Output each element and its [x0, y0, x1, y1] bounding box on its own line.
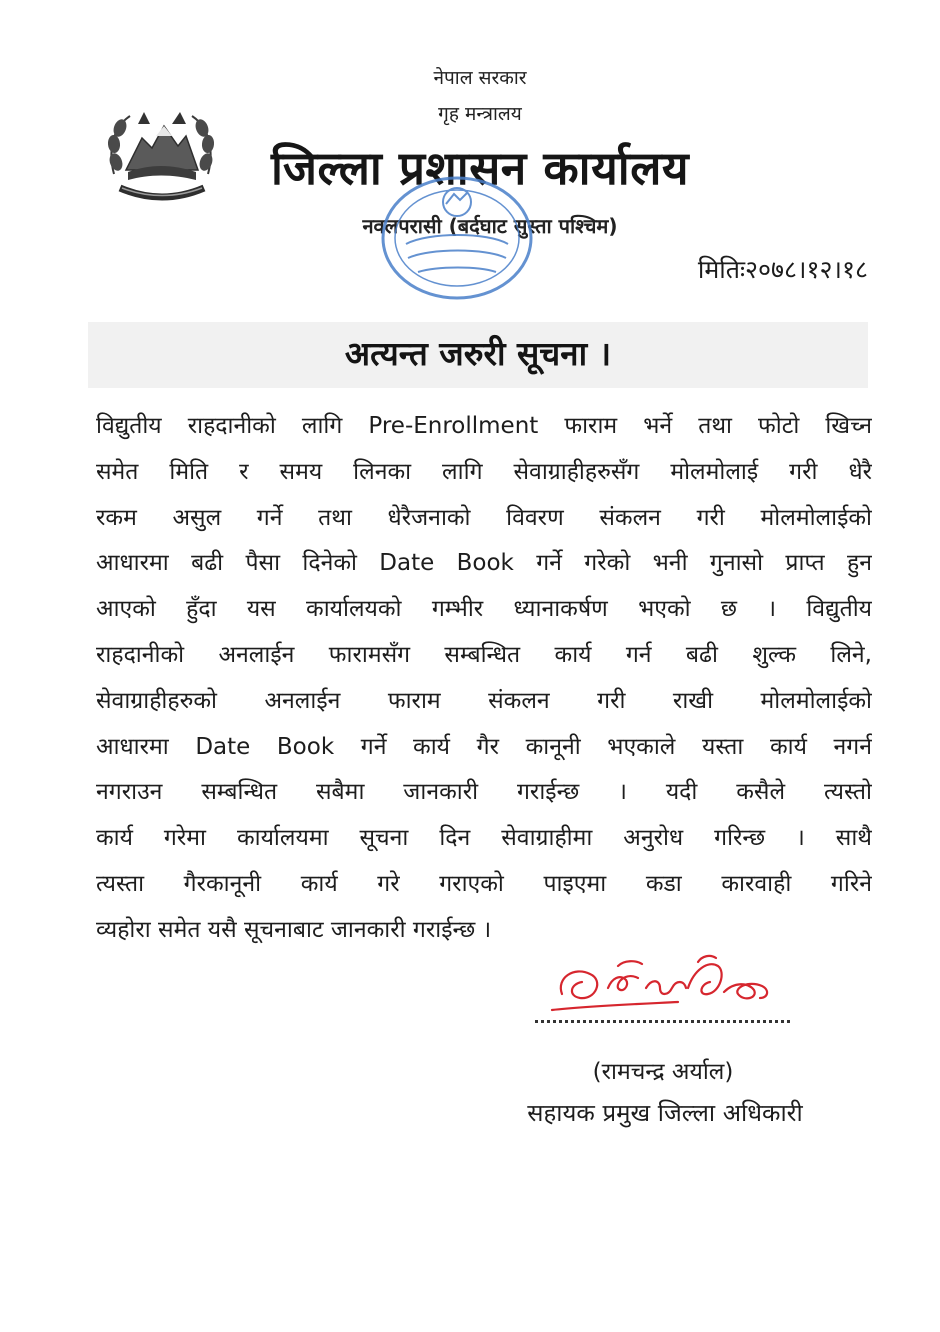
- signatory-designation: सहायक प्रमुख जिल्ला अधिकारी: [527, 1099, 803, 1127]
- body-line: राहदानीको अनलाईन फारामसँग सम्बन्धित कार्य गर्न बढी शुल्क लिने,: [96, 641, 872, 668]
- body-line: आधारमा बढी पैसा दिनेको Date Book गर्ने गरेको भनी गुनासो प्राप्त हुन: [96, 550, 872, 577]
- office-stamp-icon: [378, 172, 536, 304]
- body-line: आधारमा Date Book गर्ने कार्य गैर कानूनी भएकाले यस्ता कार्य नगर्न: [96, 733, 872, 760]
- body-line: आएको हुँदा यस कार्यालयको गम्भीर ध्यानाकर्षण भएको छ । विद्युतीय: [96, 596, 872, 623]
- handwritten-signature-icon: [548, 948, 798, 1026]
- notice-title: अत्यन्त जरुरी सूचना ।: [344, 334, 612, 373]
- body-line: त्यस्ता गैरकानूनी कार्य गरे गराएको पाइएमा कडा कारवाही गरिने: [96, 870, 872, 897]
- nepal-emblem-icon: [100, 100, 222, 208]
- body-line: नगराउन सम्बन्धित सबैमा जानकारी गराईन्छ । यदी कसैले त्यस्तो: [96, 779, 872, 806]
- body-line: विद्युतीय राहदानीको लागि Pre-Enrollment फाराम भर्ने तथा फोटो खिच्न: [96, 413, 872, 439]
- ministry-name: गृह मन्त्रालय: [438, 103, 522, 125]
- notice-body: [96, 404, 872, 954]
- office-title: जिल्ला प्रशासन कार्यालय: [270, 141, 690, 195]
- government-name: नेपाल सरकार: [433, 67, 527, 89]
- notice-date: मितिः२०७८।१२।१८: [697, 255, 868, 284]
- office-address: नवलपरासी (बर्दघाट सुस्ता पश्चिम): [362, 214, 618, 238]
- body-line: समेत मिति र समय लिनका लागि सेवाग्राहीहरुसँग मोलमोलाई गरी धेरै: [96, 458, 872, 485]
- body-line: व्यहोरा समेत यसै सूचनाबाट जानकारी गराईन्छ ।: [96, 916, 492, 943]
- signature-dotted-line: [535, 1020, 790, 1023]
- body-line: सेवाग्राहीहरुको अनलाईन फाराम संकलन गरी राखी मोलमोलाईको: [96, 687, 872, 714]
- body-line: रकम असुल गर्ने तथा धेरैजनाको विवरण संकलन गरी मोलमोलाईको: [96, 504, 872, 531]
- body-line: कार्य गरेमा कार्यालयमा सूचना दिन सेवाग्राहीमा अनुरोध गरिन्छ । साथै: [96, 825, 872, 852]
- signatory-name: (रामचन्द्र अर्याल): [592, 1059, 734, 1085]
